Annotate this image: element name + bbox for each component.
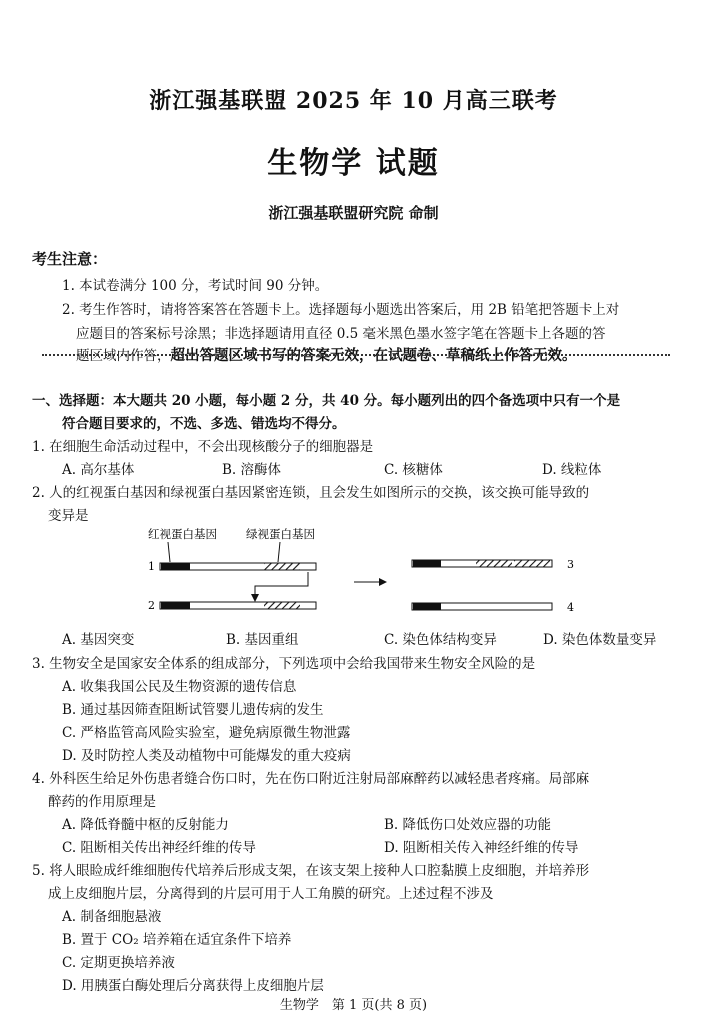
q4-option-d: D. 阻断相关传入神经纤维的传导 bbox=[384, 840, 579, 856]
q2-stem-line-1: 2. 人的红视蛋白基因和绿视蛋白基因紧密连锁，且会发生如图所示的交换，该交换可能导致的 bbox=[32, 485, 590, 501]
q5-option-d: D. 用胰蛋白酶处理后分离获得上皮细胞片层 bbox=[62, 978, 324, 994]
notice-item-2-bold-warning: 超出答题区域书写的答案无效，在试题卷、草稿纸上作答无效。 bbox=[170, 347, 577, 364]
red-label-leader bbox=[168, 542, 170, 562]
q1-option-d: D. 线粒体 bbox=[542, 462, 602, 478]
q2-stem-line-2: 变异是 bbox=[48, 508, 89, 524]
q2-option-b: B. 基因重组 bbox=[226, 632, 299, 648]
notice-item-2-line-3-normal: 题区域内作答， bbox=[76, 348, 171, 364]
chromosome-1-number: 1 bbox=[148, 560, 155, 573]
chromosome-3-red-gene bbox=[413, 561, 441, 567]
dotted-divider bbox=[42, 354, 670, 356]
notice-item-1: 1. 本试卷满分 100 分，考试时间 90 分钟。 bbox=[62, 278, 329, 294]
q3-option-d: D. 及时防控人类及动植物中可能爆发的重大疫病 bbox=[62, 748, 351, 764]
green-label-leader bbox=[278, 542, 280, 562]
section-heading-line-2: 符合题目要求的，不选、多选、错选均不得分。 bbox=[62, 416, 346, 432]
q3-stem: 3. 生物安全是国家安全体系的组成部分，下列选项中会给我国带来生物安全风险的是 bbox=[32, 656, 536, 672]
crossover-arrow bbox=[255, 572, 308, 601]
q5-stem-line-1: 5. 将人眼睑成纤维细胞传代培养后形成支架，在该支架上接种人口腔黏膜上皮细胞，并培养形 bbox=[32, 863, 590, 879]
chromosome-1-green-gene bbox=[264, 564, 300, 570]
red-opsin-gene-label: 红视蛋白基因 bbox=[148, 527, 217, 541]
section-heading-line-1: 一、选择题：本大题共 20 小题，每小题 2 分，共 40 分。每小题列出的四个备选项中只有一个是 bbox=[32, 393, 621, 409]
q1-stem: 1. 在细胞生命活动过程中，不会出现核酸分子的细胞器是 bbox=[32, 439, 374, 455]
q2-option-a: A. 基因突变 bbox=[62, 632, 135, 648]
notice-item-2-line-1: 2. 考生作答时，请将答案答在答题卡上。选择题每小题选出答案后，用 2B 铅笔把答题卡上对 bbox=[62, 302, 620, 318]
notice-heading: 考生注意： bbox=[32, 250, 108, 268]
q4-stem-line-2: 醉药的作用原理是 bbox=[48, 794, 156, 810]
q1-option-a: A. 高尔基体 bbox=[62, 462, 135, 478]
q5-option-a: A. 制备细胞悬液 bbox=[62, 909, 162, 925]
q5-stem-line-2: 成上皮细胞片层，分离得到的片层可用于人工角膜的研究。上述过程不涉及 bbox=[48, 886, 494, 902]
chromosome-3-green-gene-1 bbox=[476, 561, 512, 567]
q3-option-a: A. 收集我国公民及生物资源的遗传信息 bbox=[62, 679, 297, 695]
chromosome-4-number: 4 bbox=[567, 601, 574, 614]
q4-stem-line-1: 4. 外科医生给足外伤患者缝合伤口时，先在伤口附近注射局部麻醉药以减轻患者疼痛。局部麻 bbox=[32, 771, 590, 787]
chromosome-2-number: 2 bbox=[148, 599, 155, 612]
exam-title: 浙江强基联盟 2025 年 10 月高三联考 bbox=[149, 88, 558, 114]
chromosome-1-red-gene bbox=[161, 564, 190, 570]
q2-option-d: D. 染色体数量变异 bbox=[543, 632, 657, 648]
chromosome-crossover-figure bbox=[140, 524, 580, 624]
chromosome-2-red-gene bbox=[161, 603, 190, 609]
green-opsin-gene-label: 绿视蛋白基因 bbox=[246, 527, 315, 541]
q2-option-c: C. 染色体结构变异 bbox=[384, 632, 497, 648]
chromosome-3-green-gene-2 bbox=[514, 561, 550, 567]
subject-title: 生物学 试题 bbox=[267, 146, 440, 181]
author-line: 浙江强基联盟研究院 命制 bbox=[268, 204, 439, 222]
q4-option-a: A. 降低脊髓中枢的反射能力 bbox=[62, 817, 229, 833]
q5-option-c: C. 定期更换培养液 bbox=[62, 955, 175, 971]
page-footer: 生物学 第 1 页(共 8 页) bbox=[279, 998, 428, 1013]
chromosome-4-red-gene bbox=[413, 604, 441, 610]
chromosome-2-green-gene bbox=[264, 603, 300, 609]
q4-option-b: B. 降低伤口处效应器的功能 bbox=[384, 817, 552, 833]
notice-item-2-line-2: 应题目的答案标号涂黑；非选择题请用直径 0.5 毫米黑色墨水签字笔在答题卡上各题的答 bbox=[76, 326, 606, 342]
q3-option-c: C. 严格监管高风险实验室，避免病原微生物泄露 bbox=[62, 725, 351, 741]
q1-option-b: B. 溶酶体 bbox=[222, 462, 282, 478]
q5-option-b: B. 置于 CO₂ 培养箱在适宜条件下培养 bbox=[62, 932, 292, 948]
q4-option-c: C. 阻断相关传出神经纤维的传导 bbox=[62, 840, 256, 856]
q1-option-c: C. 核糖体 bbox=[384, 462, 443, 478]
chromosome-3-number: 3 bbox=[567, 558, 574, 571]
q3-option-b: B. 通过基因筛查阻断试管婴儿遗传病的发生 bbox=[62, 702, 324, 718]
